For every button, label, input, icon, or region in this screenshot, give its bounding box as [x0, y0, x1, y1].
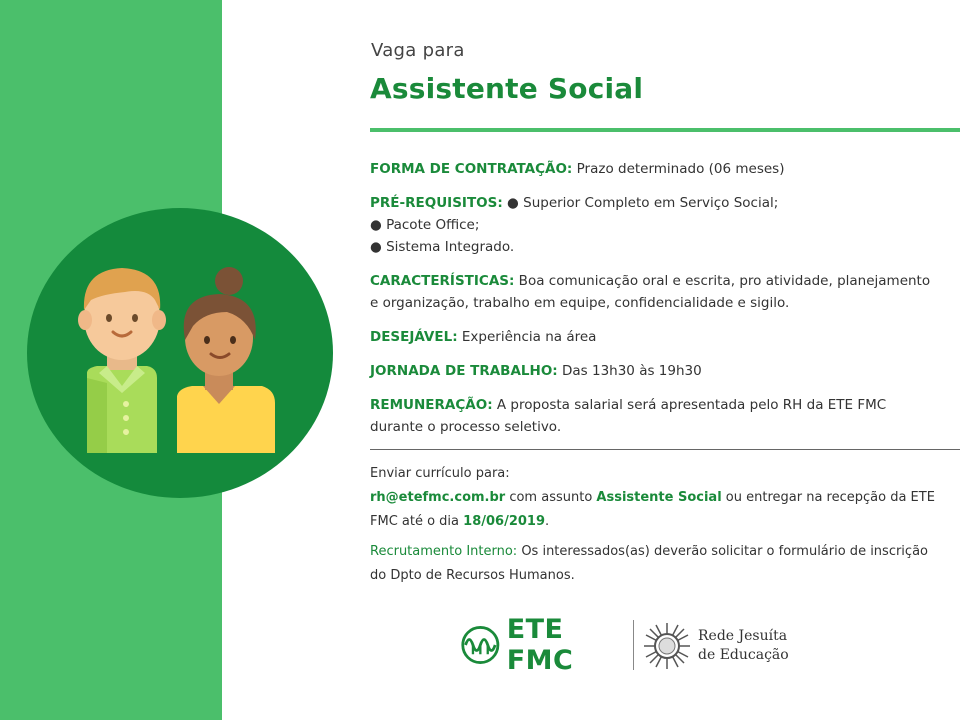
desejavel-text: Experiência na área [457, 329, 597, 345]
contratacao-text: Prazo determinado (06 meses) [572, 161, 785, 177]
man-figure [78, 268, 166, 453]
email-subject: Assistente Social [596, 490, 722, 505]
deadline-date: 18/06/2019 [463, 514, 546, 529]
jornada-label: JORNADA DE TRABALHO: [370, 363, 558, 379]
send-intro: Enviar currículo para: [370, 466, 510, 481]
ete-logo-text: ETE FMC [506, 614, 574, 676]
rje-logo-text [698, 627, 789, 665]
page-title: Assistente Social [370, 72, 644, 105]
job-details [370, 158, 940, 450]
rje-line-1: Rede Jesuíta [698, 628, 788, 644]
people-illustration-icon [27, 208, 333, 498]
woman-figure [177, 267, 275, 453]
title-divider [370, 128, 960, 132]
section-desejavel [370, 326, 940, 348]
contratacao-label: FORMA DE CONTRATAÇÃO: [370, 161, 573, 177]
section-divider [370, 449, 960, 450]
remuneracao-label: REMUNERAÇÃO: [370, 397, 493, 413]
send-text: com assunto [505, 490, 597, 505]
ete-wave-logo-icon [460, 623, 501, 667]
requisito-item: Pacote Office; [386, 217, 480, 233]
rje-line-2: de Educação [698, 647, 789, 663]
logo-divider [633, 620, 634, 670]
requisito-item: Sistema Integrado. [386, 239, 515, 255]
send-text: ou entregar na recepção da ETE FMC até o dia [370, 490, 935, 529]
email-link[interactable]: rh@etefmc.com.br [370, 490, 506, 505]
bullet-icon: ● [370, 239, 382, 255]
send-text: . [545, 514, 550, 529]
rede-jesuita-logo [642, 620, 789, 672]
requisito-item: Superior Completo em Serviço Social; [523, 195, 779, 211]
section-contratacao [370, 158, 940, 180]
bullet-icon: ● [507, 195, 519, 211]
section-jornada [370, 360, 940, 382]
bullet-icon: ● [370, 217, 382, 233]
section-caracteristicas [370, 270, 940, 314]
jesuit-seal-logo-icon [642, 621, 692, 671]
section-requisitos [370, 192, 940, 258]
recruit-text: Os interessados(as) deverão solicitar o formulário de inscrição do Dpto de Recursos Humanos. [370, 544, 928, 583]
send-body [370, 486, 940, 534]
remuneracao-text: A proposta salarial será apresentada pelo RH da ETE FMC durante o processo seletivo. [370, 397, 887, 435]
send-instructions [370, 462, 940, 534]
desejavel-label: DESEJÁVEL: [370, 329, 458, 345]
ete-fmc-logo [460, 614, 630, 676]
subtitle: Vaga para [371, 40, 465, 61]
jornada-text: Das 13h30 às 19h30 [557, 363, 702, 379]
recruit-label: Recrutamento Interno: [370, 544, 518, 559]
caracteristicas-label: CARACTERÍSTICAS: [370, 273, 515, 289]
requisitos-label: PRÉ-REQUISITOS: [370, 195, 503, 211]
section-remuneracao [370, 394, 940, 438]
internal-recruitment [370, 540, 940, 588]
caracteristicas-text: Boa comunicação oral e escrita, pro atividade, planejamento e organização, trabalho em equipe, confidencialidade e sigilo. [370, 273, 931, 311]
